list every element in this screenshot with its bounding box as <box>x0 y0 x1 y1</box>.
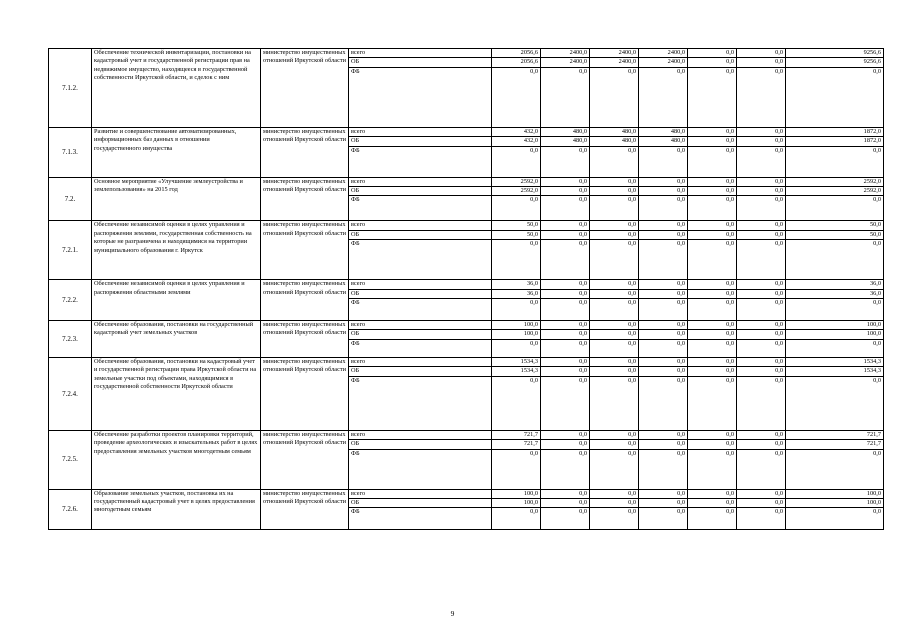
year-value: 0,0 <box>590 376 639 430</box>
item-name: Развитие и совершенствование автоматизированных, информационных баз данных в отношении государственного имущества <box>92 127 261 177</box>
item-executor: министерство имущественных отношений Иркутской области <box>261 177 349 221</box>
year-value: 0,0 <box>590 289 639 298</box>
funding-source: всего <box>349 280 492 289</box>
year-value: 0,0 <box>639 230 688 239</box>
year-value: 0,0 <box>688 137 737 146</box>
year-value: 0,0 <box>590 146 639 177</box>
table-row <box>49 49 884 58</box>
year-value: 0,0 <box>639 339 688 357</box>
year-value: 2592,0 <box>492 187 541 196</box>
year-value: 721,7 <box>492 440 541 449</box>
total-value: 0,0 <box>786 196 884 221</box>
year-value: 0,0 <box>688 127 737 136</box>
item-name: Обеспечение образования, постановки на кадастровый учет и государственной регистрации права Иркутской области на земельные участки под объектами, находящимися в государственной собственности Иркутской области <box>92 357 261 430</box>
year-value: 2400,0 <box>590 49 639 58</box>
year-value: 0,0 <box>541 430 590 439</box>
year-value: 0,0 <box>737 196 786 221</box>
year-value: 36,0 <box>492 289 541 298</box>
funding-source: ФБ <box>349 376 492 430</box>
year-value: 0,0 <box>639 376 688 430</box>
funding-source: ФБ <box>349 299 492 321</box>
year-value: 0,0 <box>590 430 639 439</box>
year-value: 0,0 <box>737 221 786 230</box>
funding-source: ФБ <box>349 339 492 357</box>
year-value: 0,0 <box>492 508 541 530</box>
year-value: 0,0 <box>541 67 590 127</box>
year-value: 0,0 <box>737 58 786 67</box>
total-value: 0,0 <box>786 240 884 280</box>
year-value: 2592,0 <box>492 177 541 186</box>
total-value: 1872,0 <box>786 127 884 136</box>
total-value: 100,0 <box>786 330 884 339</box>
year-value: 0,0 <box>688 299 737 321</box>
year-value: 0,0 <box>590 440 639 449</box>
funding-source: всего <box>349 489 492 498</box>
year-value: 100,0 <box>492 489 541 498</box>
year-value: 0,0 <box>639 240 688 280</box>
year-value: 50,0 <box>492 230 541 239</box>
year-value: 0,0 <box>688 177 737 186</box>
funding-source: ОБ <box>349 498 492 507</box>
year-value: 0,0 <box>737 49 786 58</box>
year-value: 0,0 <box>737 240 786 280</box>
year-value: 100,0 <box>492 321 541 330</box>
year-value: 0,0 <box>590 489 639 498</box>
item-name: Обеспечение разработки проектов планировки территорий, проведение археологических и изыскательных работ в целях предоставления земельных участков многодетным семьям <box>92 430 261 489</box>
year-value: 0,0 <box>737 67 786 127</box>
year-value: 0,0 <box>541 196 590 221</box>
year-value: 0,0 <box>541 221 590 230</box>
funding-source: ОБ <box>349 440 492 449</box>
funding-source: ОБ <box>349 289 492 298</box>
item-name: Основное мероприятие «Улучшение землеустройства и землепользования» на 2015 год <box>92 177 261 221</box>
total-value: 2592,0 <box>786 187 884 196</box>
year-value: 0,0 <box>541 376 590 430</box>
item-number: 7.2.3. <box>49 321 92 358</box>
total-value: 1534,3 <box>786 367 884 376</box>
year-value: 0,0 <box>541 330 590 339</box>
total-value: 9256,6 <box>786 58 884 67</box>
year-value: 0,0 <box>639 430 688 439</box>
year-value: 0,0 <box>688 146 737 177</box>
year-value: 0,0 <box>737 508 786 530</box>
year-value: 0,0 <box>688 67 737 127</box>
year-value: 0,0 <box>639 508 688 530</box>
year-value: 0,0 <box>492 196 541 221</box>
year-value: 2400,0 <box>639 49 688 58</box>
year-value: 0,0 <box>541 367 590 376</box>
year-value: 0,0 <box>737 127 786 136</box>
year-value: 0,0 <box>737 187 786 196</box>
table-row <box>49 321 884 330</box>
table-body <box>49 49 884 530</box>
total-value: 0,0 <box>786 508 884 530</box>
year-value: 0,0 <box>639 280 688 289</box>
year-value: 0,0 <box>688 240 737 280</box>
year-value: 0,0 <box>688 430 737 439</box>
year-value: 36,0 <box>492 280 541 289</box>
year-value: 0,0 <box>590 508 639 530</box>
year-value: 480,0 <box>541 137 590 146</box>
item-number: 7.2.5. <box>49 430 92 489</box>
total-value: 1534,3 <box>786 357 884 366</box>
funding-source: всего <box>349 177 492 186</box>
item-executor: министерство имущественных отношений Иркутской области <box>261 280 349 321</box>
year-value: 480,0 <box>590 137 639 146</box>
year-value: 0,0 <box>737 177 786 186</box>
funding-source: ОБ <box>349 330 492 339</box>
year-value: 0,0 <box>688 367 737 376</box>
item-number: 7.2.4. <box>49 357 92 430</box>
table-row <box>49 430 884 439</box>
year-value: 480,0 <box>639 127 688 136</box>
year-value: 0,0 <box>492 449 541 489</box>
year-value: 0,0 <box>541 449 590 489</box>
year-value: 0,0 <box>688 49 737 58</box>
year-value: 1534,3 <box>492 367 541 376</box>
item-executor: министерство имущественных отношений Иркутской области <box>261 357 349 430</box>
total-value: 36,0 <box>786 289 884 298</box>
year-value: 0,0 <box>492 67 541 127</box>
year-value: 0,0 <box>688 230 737 239</box>
funding-source: всего <box>349 321 492 330</box>
year-value: 0,0 <box>590 67 639 127</box>
year-value: 0,0 <box>737 498 786 507</box>
item-number: 7.2.2. <box>49 280 92 321</box>
year-value: 0,0 <box>590 280 639 289</box>
year-value: 0,0 <box>590 177 639 186</box>
funding-source: ФБ <box>349 449 492 489</box>
year-value: 432,0 <box>492 127 541 136</box>
year-value: 0,0 <box>492 146 541 177</box>
total-value: 0,0 <box>786 146 884 177</box>
year-value: 0,0 <box>590 299 639 321</box>
total-value: 721,7 <box>786 430 884 439</box>
year-value: 0,0 <box>541 299 590 321</box>
year-value: 0,0 <box>688 489 737 498</box>
year-value: 480,0 <box>541 127 590 136</box>
item-executor: министерство имущественных отношений Иркутской области <box>261 49 349 128</box>
year-value: 0,0 <box>688 289 737 298</box>
year-value: 0,0 <box>737 376 786 430</box>
year-value: 100,0 <box>492 498 541 507</box>
year-value: 0,0 <box>541 230 590 239</box>
year-value: 0,0 <box>639 187 688 196</box>
total-value: 2592,0 <box>786 177 884 186</box>
year-value: 0,0 <box>737 289 786 298</box>
year-value: 0,0 <box>737 489 786 498</box>
year-value: 0,0 <box>590 339 639 357</box>
year-value: 0,0 <box>639 177 688 186</box>
year-value: 0,0 <box>737 280 786 289</box>
year-value: 0,0 <box>688 196 737 221</box>
year-value: 2400,0 <box>639 58 688 67</box>
year-value: 0,0 <box>639 146 688 177</box>
year-value: 0,0 <box>688 376 737 430</box>
year-value: 0,0 <box>541 489 590 498</box>
year-value: 0,0 <box>688 508 737 530</box>
year-value: 0,0 <box>639 449 688 489</box>
total-value: 100,0 <box>786 321 884 330</box>
year-value: 1534,3 <box>492 357 541 366</box>
year-value: 0,0 <box>688 440 737 449</box>
year-value: 0,0 <box>590 187 639 196</box>
item-name: Обеспечение независимой оценки в целях управления и распоряжения землями, государственная собственность на которые не разграничена и находящимися на территории муниципального образования г. Иркутск <box>92 221 261 280</box>
funding-source: ФБ <box>349 508 492 530</box>
item-number: 7.1.2. <box>49 49 92 128</box>
total-value: 1872,0 <box>786 137 884 146</box>
total-value: 9256,6 <box>786 49 884 58</box>
funding-source: ФБ <box>349 196 492 221</box>
year-value: 0,0 <box>590 321 639 330</box>
funding-source: всего <box>349 221 492 230</box>
total-value: 0,0 <box>786 449 884 489</box>
year-value: 0,0 <box>639 330 688 339</box>
table-row <box>49 177 884 186</box>
year-value: 0,0 <box>688 330 737 339</box>
item-number: 7.1.3. <box>49 127 92 177</box>
table-row <box>49 280 884 289</box>
total-value: 0,0 <box>786 299 884 321</box>
year-value: 721,7 <box>492 430 541 439</box>
year-value: 0,0 <box>492 376 541 430</box>
year-value: 0,0 <box>639 221 688 230</box>
funding-source: ОБ <box>349 367 492 376</box>
total-value: 50,0 <box>786 230 884 239</box>
year-value: 0,0 <box>688 449 737 489</box>
funding-source: ФБ <box>349 67 492 127</box>
year-value: 2400,0 <box>541 49 590 58</box>
funding-source: всего <box>349 357 492 366</box>
item-executor: министерство имущественных отношений Иркутской области <box>261 321 349 358</box>
year-value: 0,0 <box>639 299 688 321</box>
year-value: 0,0 <box>737 357 786 366</box>
item-number: 7.2.6. <box>49 489 92 530</box>
total-value: 36,0 <box>786 280 884 289</box>
year-value: 0,0 <box>639 289 688 298</box>
total-value: 721,7 <box>786 440 884 449</box>
year-value: 0,0 <box>541 187 590 196</box>
year-value: 0,0 <box>541 280 590 289</box>
year-value: 0,0 <box>590 230 639 239</box>
funding-source: ОБ <box>349 58 492 67</box>
table-row <box>49 489 884 498</box>
year-value: 0,0 <box>639 489 688 498</box>
item-name: Обеспечение независимой оценки в целях управления и распоряжения областными землями <box>92 280 261 321</box>
year-value: 100,0 <box>492 330 541 339</box>
year-value: 0,0 <box>639 367 688 376</box>
year-value: 0,0 <box>737 430 786 439</box>
year-value: 0,0 <box>639 196 688 221</box>
year-value: 0,0 <box>688 280 737 289</box>
year-value: 0,0 <box>737 330 786 339</box>
funding-source: ОБ <box>349 187 492 196</box>
year-value: 0,0 <box>492 299 541 321</box>
item-executor: министерство имущественных отношений Иркутской области <box>261 127 349 177</box>
page-number: 9 <box>450 609 455 618</box>
total-value: 100,0 <box>786 489 884 498</box>
item-name: Обеспечение образования, постановки на государственный кадастровый учет земельных участков <box>92 321 261 358</box>
year-value: 50,0 <box>492 221 541 230</box>
funding-source: ОБ <box>349 230 492 239</box>
year-value: 0,0 <box>541 321 590 330</box>
year-value: 0,0 <box>541 508 590 530</box>
year-value: 0,0 <box>541 146 590 177</box>
funding-source: всего <box>349 430 492 439</box>
total-value: 100,0 <box>786 498 884 507</box>
funding-source: ФБ <box>349 146 492 177</box>
year-value: 0,0 <box>541 498 590 507</box>
year-value: 0,0 <box>492 240 541 280</box>
table-row <box>49 127 884 136</box>
year-value: 0,0 <box>590 357 639 366</box>
year-value: 0,0 <box>737 146 786 177</box>
year-value: 0,0 <box>541 339 590 357</box>
year-value: 0,0 <box>639 440 688 449</box>
item-number: 7.2. <box>49 177 92 221</box>
year-value: 0,0 <box>541 289 590 298</box>
total-value: 50,0 <box>786 221 884 230</box>
year-value: 0,0 <box>737 367 786 376</box>
year-value: 2400,0 <box>590 58 639 67</box>
year-value: 432,0 <box>492 137 541 146</box>
year-value: 0,0 <box>688 58 737 67</box>
year-value: 480,0 <box>639 137 688 146</box>
year-value: 0,0 <box>541 357 590 366</box>
year-value: 0,0 <box>688 187 737 196</box>
year-value: 0,0 <box>590 330 639 339</box>
funding-source: всего <box>349 127 492 136</box>
year-value: 0,0 <box>688 357 737 366</box>
item-executor: министерство имущественных отношений Иркутской области <box>261 489 349 530</box>
year-value: 0,0 <box>590 449 639 489</box>
item-number: 7.2.1. <box>49 221 92 280</box>
total-value: 0,0 <box>786 339 884 357</box>
year-value: 0,0 <box>541 440 590 449</box>
funding-source: ОБ <box>349 137 492 146</box>
year-value: 0,0 <box>737 230 786 239</box>
year-value: 0,0 <box>737 339 786 357</box>
funding-source: всего <box>349 49 492 58</box>
year-value: 0,0 <box>590 240 639 280</box>
year-value: 2056,6 <box>492 49 541 58</box>
year-value: 480,0 <box>590 127 639 136</box>
year-value: 0,0 <box>590 498 639 507</box>
year-value: 0,0 <box>492 339 541 357</box>
total-value: 0,0 <box>786 67 884 127</box>
year-value: 0,0 <box>541 240 590 280</box>
table-row <box>49 357 884 366</box>
year-value: 2400,0 <box>541 58 590 67</box>
table-row <box>49 221 884 230</box>
year-value: 0,0 <box>639 357 688 366</box>
year-value: 0,0 <box>639 498 688 507</box>
year-value: 0,0 <box>688 339 737 357</box>
year-value: 0,0 <box>639 321 688 330</box>
funding-source: ФБ <box>349 240 492 280</box>
program-funding-table <box>48 48 884 530</box>
item-name: Образование земельных участков, постановка их на государственный кадастровый учет в целях предоставления многодетным семьям <box>92 489 261 530</box>
year-value: 0,0 <box>737 321 786 330</box>
year-value: 0,0 <box>688 321 737 330</box>
year-value: 0,0 <box>737 299 786 321</box>
year-value: 0,0 <box>639 67 688 127</box>
year-value: 0,0 <box>737 137 786 146</box>
item-executor: министерство имущественных отношений Иркутской области <box>261 430 349 489</box>
year-value: 0,0 <box>541 177 590 186</box>
year-value: 0,0 <box>590 221 639 230</box>
year-value: 0,0 <box>737 449 786 489</box>
total-value: 0,0 <box>786 376 884 430</box>
item-name: Обеспечение технической инвентаризации, постановки на кадастровый учет и государственной регистрации прав на недвижимое имущество, находящееся в государственной собственности Иркутской области, и сделок с ним <box>92 49 261 128</box>
year-value: 0,0 <box>590 367 639 376</box>
year-value: 0,0 <box>688 498 737 507</box>
year-value: 0,0 <box>590 196 639 221</box>
year-value: 0,0 <box>688 221 737 230</box>
year-value: 2056,6 <box>492 58 541 67</box>
item-executor: министерство имущественных отношений Иркутской области <box>261 221 349 280</box>
year-value: 0,0 <box>737 440 786 449</box>
